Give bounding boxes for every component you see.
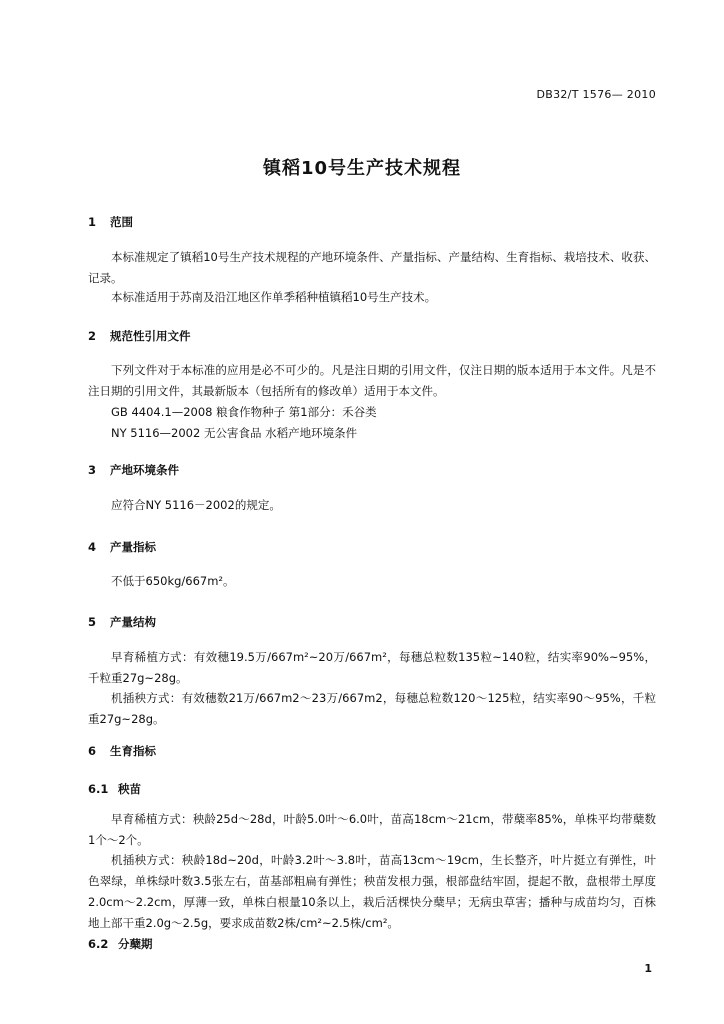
section-number: 5 xyxy=(88,615,97,629)
section-number: 4 xyxy=(88,540,97,554)
section-2-heading xyxy=(88,328,191,344)
section-title: 产地环境条件 xyxy=(110,463,179,477)
section-5-paragraph-2: 机插秧方式：有效穗数21万/667m2～23万/667m2，每穗总粒数120～125粒，结实率90～95%，千粒重27g~28g。 xyxy=(88,691,656,726)
section-6-heading xyxy=(88,743,156,759)
section-number: 2 xyxy=(88,329,97,343)
subsection-6-1-paragraph-2: 机插秧方式：秧龄18d~20d，叶龄3.2叶～3.8叶，苗高13cm～19cm，生长整齐，叶片挺立有弹性，叶色翠绿，单株绿叶数3.5张左右，苗基部粗扁有弹性；秧苗发根力强，根部盘结牢固，提起不散，盘根带土厚度2.0cm～2.2cm，厚薄一致，单株白根量10条以上，栽后活棵快分蘖早；无病虫草害；播种与成苗均匀，百株地上部干重2.0g～2.5g，要求成苗数2株/cm²~2.5株/cm²。 xyxy=(88,853,656,930)
subsection-number: 6.1 xyxy=(88,782,109,796)
page-number: 1 xyxy=(644,962,652,975)
section-title: 规范性引用文件 xyxy=(110,329,191,343)
section-number: 6 xyxy=(88,744,97,758)
subsection-6-1-paragraph-1: 早育稀植方式：秧龄25d～28d，叶龄5.0叶～6.0叶，苗高18cm～21cm，带蘖率85%，单株平均带蘖数1个～2个。 xyxy=(88,812,656,847)
subsection-title: 分蘖期 xyxy=(118,937,153,951)
standard-code: DB32/T 1576— 2010 xyxy=(536,88,656,101)
subsection-title: 秧苗 xyxy=(118,782,141,796)
section-1-paragraph-1: 本标准规定了镇稻10号生产技术规程的产地环境条件、产量指标、产量结构、生育指标、栽培技术、收获、记录。 xyxy=(88,250,656,285)
section-5-paragraph-1: 早育稀植方式：有效穗19.5万/667m²~20万/667m²，每穗总粒数135粒~140粒，结实率90%~95%，千粒重27g~28g。 xyxy=(88,650,656,685)
section-1-paragraph-2: 本标准适用于苏南及沿江地区作单季稻种植镇稻10号生产技术。 xyxy=(111,290,437,304)
section-3-heading xyxy=(88,462,179,478)
section-4-paragraph-1: 不低于650kg/667m²。 xyxy=(111,574,235,588)
document-title: 镇稻10号生产技术规程 xyxy=(262,158,462,179)
subsection-6-1-heading xyxy=(88,781,141,797)
section-2-paragraph-1: 下列文件对于本标准的应用是必不可少的。凡是注日期的引用文件，仅注日期的版本适用于本文件。凡是不注日期的引用文件，其最新版本（包括所有的修改单）适用于本文件。 xyxy=(88,363,656,398)
normative-reference-2: NY 5116—2002 无公害食品 水稻产地环境条件 xyxy=(111,426,358,440)
section-4-heading xyxy=(88,539,156,555)
section-number: 3 xyxy=(88,463,97,477)
section-title: 范围 xyxy=(110,215,133,229)
section-title: 产量指标 xyxy=(110,540,156,554)
subsection-6-2-heading xyxy=(88,936,153,952)
normative-reference-1: GB 4404.1—2008 粮食作物种子 第1部分：禾谷类 xyxy=(111,405,377,419)
section-1-heading xyxy=(88,214,133,230)
section-3-paragraph-1: 应符合NY 5116－2002的规定。 xyxy=(111,498,281,512)
subsection-number: 6.2 xyxy=(88,937,109,951)
section-title: 生育指标 xyxy=(110,744,156,758)
section-5-heading xyxy=(88,614,156,630)
section-number: 1 xyxy=(88,215,97,229)
section-title: 产量结构 xyxy=(110,615,156,629)
